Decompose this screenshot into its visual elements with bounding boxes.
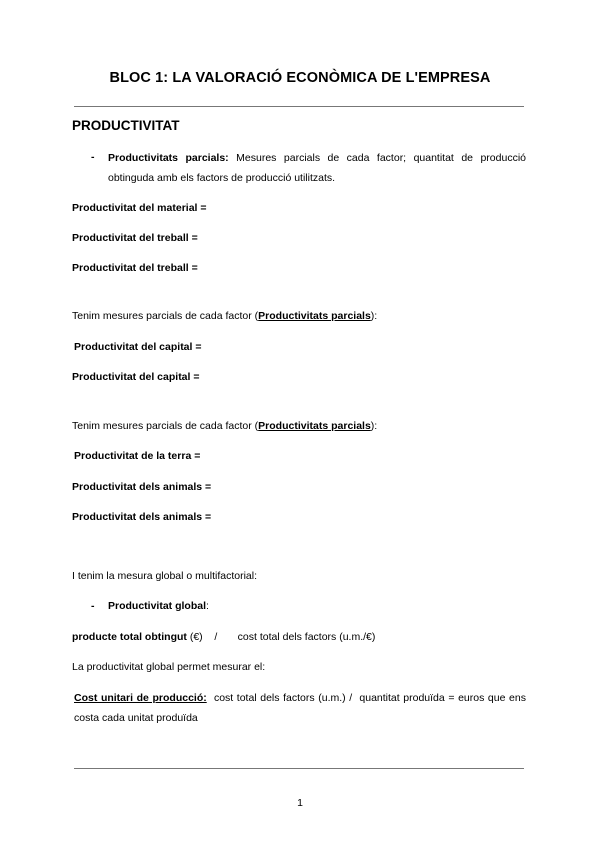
intro-productivitats-2: Tenim mesures parcials de cada factor (Productivitats parcials): [72,420,378,432]
cost-unitari-label: Cost unitari de producció: [74,692,207,704]
permet-text: La productivitat global permet mesurar el: [72,661,266,673]
footer-divider [74,768,524,769]
header-divider [74,106,524,107]
global-intro: I tenim la mesura global o multifactorial: [72,570,257,582]
line-material: Productivitat del material = [72,202,207,214]
intro-productivitats-1: Tenim mesures parcials de cada factor (Productivitats parcials): [72,310,378,322]
bullet-description: Mesures parcials de cada factor; quantitat de producció obtinguda amb els factors de producció utilitzats. [108,152,526,184]
section-heading: PRODUCTIVITAT [72,118,180,133]
cost-unitari-paragraph: Cost unitari de producció: cost total dels factors (u.m.) / quantitat produïda = euros que ens costa cada unitat produïda [74,692,529,724]
bullet-productivitats-parcials [108,148,526,188]
page-number: 1 [297,797,303,809]
line-treball-1: Productivitat del treball = [72,232,198,244]
productivitats-parcials-link: Productivitats parcials [258,310,371,322]
bullet-dash: - [91,151,95,163]
bullet-productivitat-global: Productivitat global: [108,600,209,612]
line-animals-1: Productivitat dels animals = [72,481,212,493]
line-animals-2: Productivitat dels animals = [72,511,212,523]
line-capital-1: Productivitat del capital = [74,341,202,353]
bullet-label: Productivitats parcials: [108,152,229,164]
global-formula: producte total obtingut (€) / cost total dels factors (u.m./€) [72,631,376,643]
productivitats-parcials-link: Productivitats parcials [258,420,371,432]
line-treball-2: Productivitat del treball = [72,262,198,274]
document-title: BLOC 1: LA VALORACIÓ ECONÒMICA DE L'EMPRESA [109,70,491,86]
bullet-dash: - [91,600,95,612]
line-terra: Productivitat de la terra = [74,450,201,462]
line-capital-2: Productivitat del capital = [72,371,200,383]
